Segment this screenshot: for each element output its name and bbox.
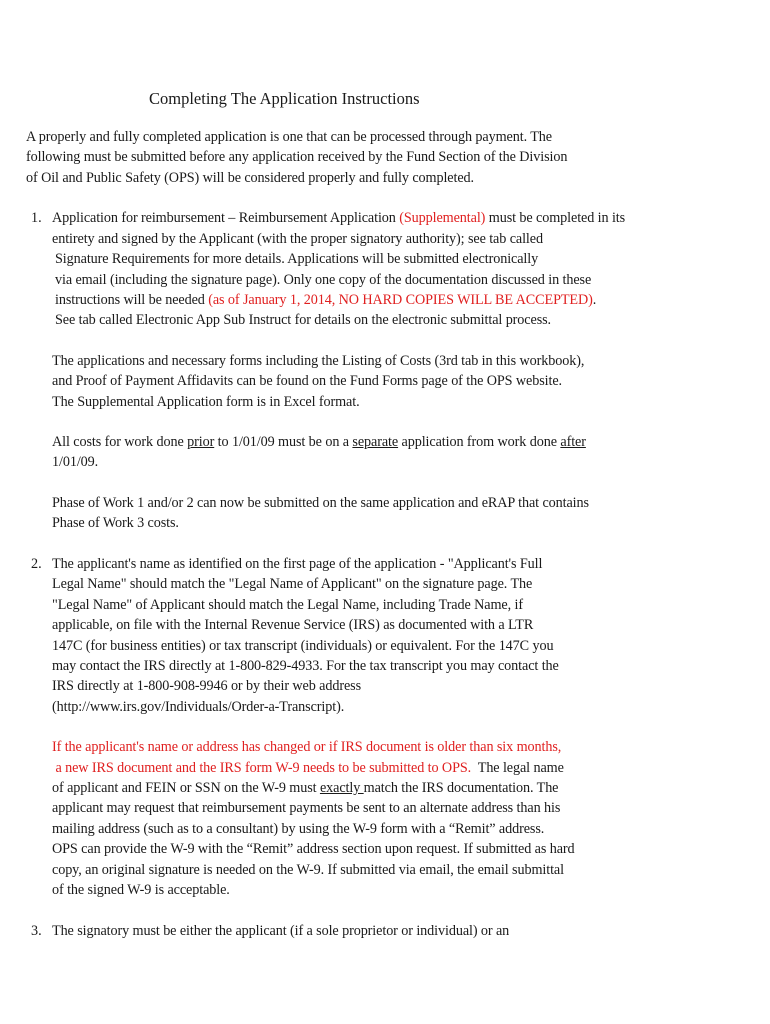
item2-line: IRS directly at 1-800-908-9946 or by their web address <box>52 678 362 694</box>
item1-para2-line: The Supplemental Application form is in Excel format. <box>52 394 360 410</box>
item2-rest-line: mailing address (such as to a consultant) by using the W-9 form with a “Remit” address. <box>52 821 545 837</box>
item1-para2-line: and Proof of Payment Affidavits can be found on the Fund Forms page of the OPS website. <box>52 373 562 389</box>
item2-red-line-2: a new IRS document and the IRS form W-9 needs to be submitted to OPS. The legal name <box>52 760 564 776</box>
list-number: 3. <box>31 923 42 939</box>
supplemental-note: (Supplemental) <box>399 210 486 226</box>
item1-line-2: entirety and signed by the Applicant (with the proper signatory authority); see tab called <box>52 231 543 247</box>
item1-line-5: instructions will be needed (as of January 1, 2014, NO HARD COPIES WILL BE ACCEPTED). <box>55 292 597 308</box>
item1-line-3: Signature Requirements for more details. Applications will be submitted electronically <box>55 251 539 267</box>
item2-line: 147C (for business entities) or tax transcript (individuals) or equivalent. For the 147C you <box>52 638 554 654</box>
page-title: Completing The Application Instructions <box>149 89 420 108</box>
intro-line: of Oil and Public Safety (OPS) will be considered properly and fully completed. <box>26 170 474 186</box>
item1-line-4: via email (including the signature page). Only one copy of the documentation discussed in these <box>55 272 592 288</box>
list-number: 2. <box>31 556 42 572</box>
item2-line: "Legal Name" of Applicant should match the Legal Name, including Trade Name, if <box>52 597 523 613</box>
item2-rest-line: OPS can provide the W-9 with the “Remit” address section upon request. If submitted as hard <box>52 841 575 857</box>
item2-rest-line: applicant may request that reimbursement payments be sent to an alternate address than his <box>52 800 561 816</box>
item1-para2-line: The applications and necessary forms including the Listing of Costs (3rd tab in this workbook), <box>52 353 585 369</box>
no-hard-copies-note: (as of January 1, 2014, NO HARD COPIES WILL BE ACCEPTED) <box>208 292 593 308</box>
item3-line-1: The signatory must be either the applicant (if a sole proprietor or individual) or an <box>52 923 510 939</box>
item1-para4-line: Phase of Work 1 and/or 2 can now be submitted on the same application and eRAP that contains <box>52 495 589 511</box>
item1-para3-line-1: All costs for work done prior to 1/01/09 must be on a separate application from work done after <box>52 434 586 450</box>
intro-line: A properly and fully completed application is one that can be processed through payment. The <box>26 129 552 145</box>
intro-line: following must be submitted before any application received by the Fund Section of the Division <box>26 149 568 165</box>
item2-line: applicable, on file with the Internal Revenue Service (IRS) as documented with a LTR <box>52 617 534 633</box>
item2-line: The applicant's name as identified on the first page of the application - "Applicant's Full <box>52 556 543 572</box>
item2-line: may contact the IRS directly at 1-800-829-4933. For the tax transcript you may contact the <box>52 658 559 674</box>
item1-para3-line-2: 1/01/09. <box>52 454 99 470</box>
item2-rest-line: of the signed W-9 is acceptable. <box>52 882 230 898</box>
item2-rest-line: copy, an original signature is needed on the W-9. If submitted via email, the email submittal <box>52 862 564 878</box>
item1-line-1: Application for reimbursement – Reimbursement Application (Supplemental) must be completed in its <box>52 210 626 226</box>
item2-red-line-1: If the applicant's name or address has changed or if IRS document is older than six months, <box>52 739 562 755</box>
list-number: 1. <box>31 210 42 226</box>
item2-exactly-line: of applicant and FEIN or SSN on the W-9 must exactly match the IRS documentation. The <box>52 780 559 796</box>
item1-line-6: See tab called Electronic App Sub Instruct for details on the electronic submittal process. <box>55 312 551 328</box>
item2-line: Legal Name" should match the "Legal Name of Applicant" on the signature page. The <box>52 576 533 592</box>
item1-para4-line: Phase of Work 3 costs. <box>52 515 179 531</box>
item2-line: (http://www.irs.gov/Individuals/Order-a-Transcript). <box>52 699 345 715</box>
